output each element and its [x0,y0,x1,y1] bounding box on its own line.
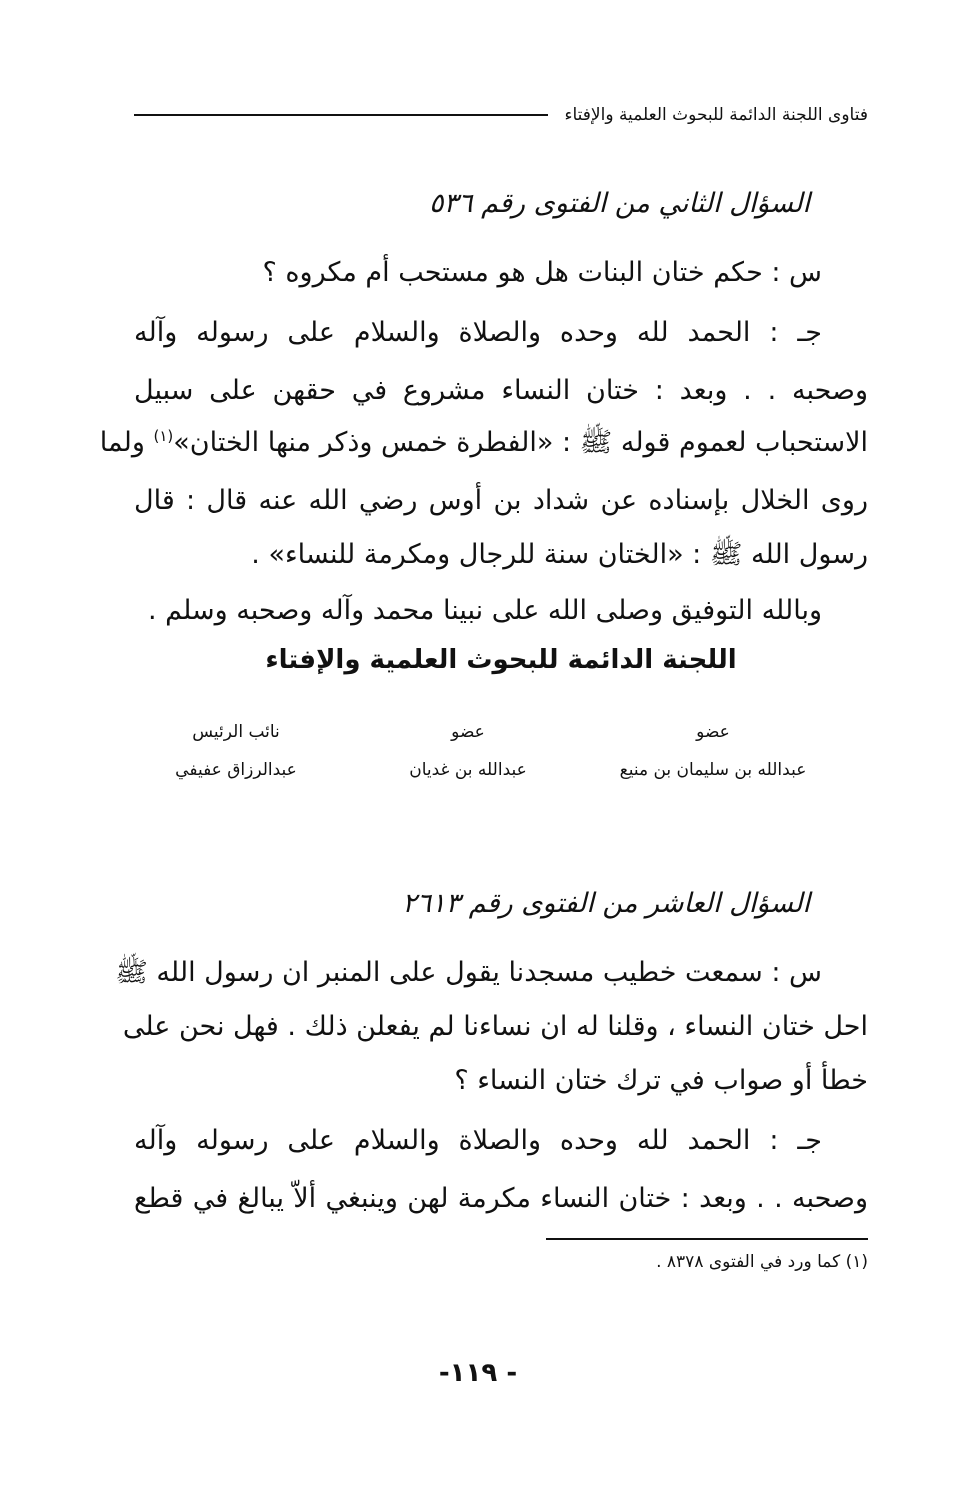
page-number: - ١١٩- [438,1358,518,1388]
footnote-marker: (١) [153,427,174,445]
fatwa1-question: س : حكم ختان البنات هل هو مستحب أم مكروه ؟ [262,257,822,288]
footnote-rule [546,1238,868,1240]
fatwa1-answer-line-3 [99,418,868,468]
committee-name: اللجنة الدائمة للبحوث العلمية والإفتاء [265,645,737,675]
fatwa2-question-line-1: س : سمعت خطيب مسجدنا يقول على المنبر ان رسول الله ﷺ [115,957,822,988]
fatwa2-answer-line-1: جـ : الحمد لله وحده والصلاة والسلام على رسوله وآله [134,1125,822,1156]
fatwa1-answer-line-3-tail: ولما [99,427,154,458]
fatwa2-question-line-3: خطأ أو صواب في ترك ختان النساء ؟ [454,1065,868,1096]
signature-name: عبدالله بن غديان [409,760,527,780]
signature-member-3 [146,722,326,780]
fatwa1-title: السؤال الثاني من الفتوى رقم ٥٣٦ [429,188,810,219]
signature-member-1 [598,722,828,780]
fatwa2-answer-line-2: وصحبه . . وبعد : ختان النساء مكرمة لهن وينبغي ألاّ يبالغ في قطع [134,1183,868,1214]
signature-member-2 [368,722,568,780]
footnote: (١) كما ورد في الفتوى ٨٣٧٨ . [656,1252,868,1272]
running-header [134,100,868,130]
fatwa1-answer-line-2: وصحبه . . وبعد : ختان النساء مشروع في حقهن على سبيل [134,375,868,406]
signature-name: عبدالرزاق عفيفي [175,760,297,780]
fatwa1-answer-line-4: روى الخلال بإسناده عن شداد بن أوس رضي الله عنه قال : قال [134,485,868,516]
running-title: فتاوى اللجنة الدائمة للبحوث العلمية والإفتاء [564,105,868,125]
signature-role: نائب الرئيس [192,722,280,742]
header-rule [134,114,548,116]
fatwa1-answer-line-3-text: الاستحباب لعموم قوله ﷺ : «الفطرة خمس وذكر منها الختان» [173,427,868,458]
fatwa1-answer-line-5: رسول الله ﷺ : «الختان سنة للرجال ومكرمة للنساء» . [251,539,868,570]
signature-role: عضو [696,722,730,742]
fatwa1-answer-line-1: جـ : الحمد لله وحده والصلاة والسلام على رسوله وآله [134,317,822,348]
signature-name: عبدالله بن سليمان بن منيع [619,760,807,780]
fatwa2-title: السؤال العاشر من الفتوى رقم ٢٦١٣ [402,888,810,919]
fatwa1-closing: وبالله التوفيق وصلى الله على نبينا محمد وآله وصحبه وسلم . [147,595,822,626]
signature-role: عضو [451,722,485,742]
fatwa2-question-line-2: احل ختان النساء ، وقلنا له ان نساءنا لم يفعلن ذلك . فهل نحن على [122,1011,868,1042]
